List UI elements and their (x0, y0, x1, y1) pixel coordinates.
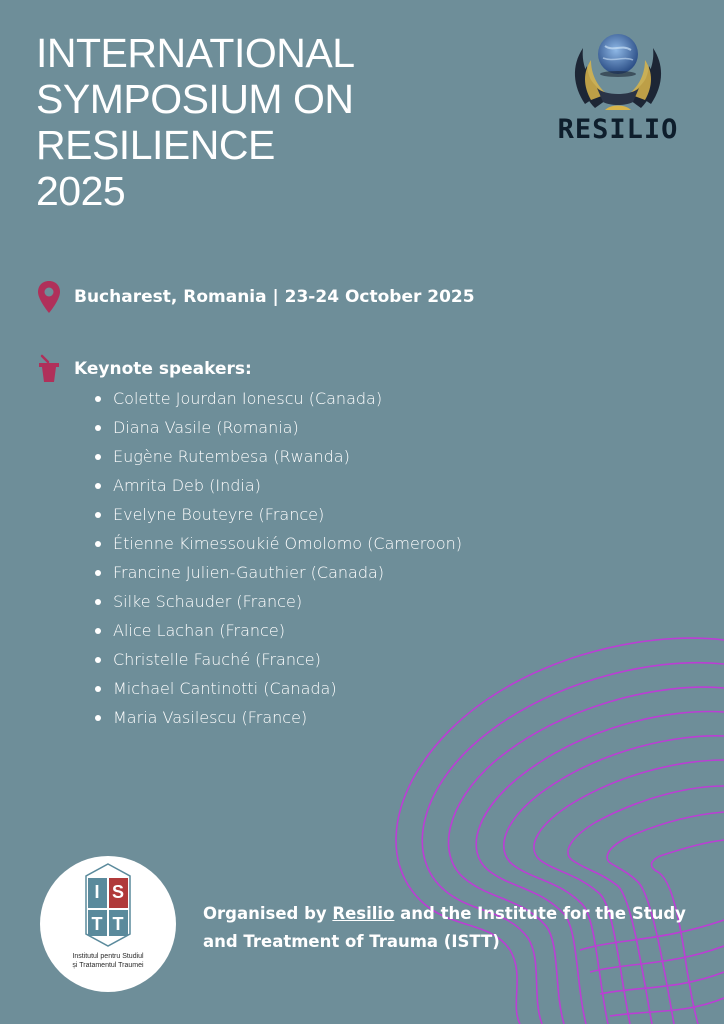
keynote-heading: Keynote speakers: (74, 359, 252, 379)
title-line-2: SYMPOSIUM ON (36, 76, 354, 122)
list-item: Maria Vasilescu (France) (95, 703, 462, 732)
list-item: Eugène Rutembesa (Rwanda) (95, 442, 462, 471)
list-item: Alice Lachan (France) (95, 616, 462, 645)
istt-letter-t2: T (112, 914, 124, 934)
organiser-text (203, 900, 703, 956)
istt-caption-line-1: Institutul pentru Studiul (72, 953, 144, 960)
resilio-emblem-icon (525, 26, 711, 116)
title-line-3: RESILIENCE (36, 122, 275, 168)
location-text: Bucharest, Romania | 23-24 October 2025 (74, 287, 475, 307)
organiser-suffix: and the Institute for the Study and Treatment of Trauma (ISTT) (203, 904, 686, 951)
title-line-4: 2025 (36, 168, 126, 214)
title-line-1: INTERNATIONAL (36, 30, 355, 76)
list-item: Étienne Kimessoukié Omolomo (Cameroon) (95, 529, 462, 558)
list-item: Michael Cantinotti (Canada) (95, 674, 462, 703)
brain-lines-decoration (360, 620, 724, 1024)
map-pin-icon (36, 280, 62, 314)
list-item: Evelyne Bouteyre (France) (95, 500, 462, 529)
list-item: Colette Jourdan Ionescu (Canada) (95, 384, 462, 413)
event-location (36, 280, 475, 314)
istt-logo (40, 856, 176, 992)
istt-letter-t1: T (91, 914, 103, 934)
resilio-wordmark: RESILIO (557, 114, 679, 145)
resilio-link[interactable]: Resilio (332, 904, 395, 923)
istt-letter-i: I (94, 882, 100, 902)
list-item: Christelle Fauché (France) (95, 645, 462, 674)
list-item: Silke Schauder (France) (95, 587, 462, 616)
istt-caption (40, 952, 176, 970)
list-item: Francine Julien-Gauthier (Canada) (95, 558, 462, 587)
podium-icon (36, 352, 62, 386)
organiser-prefix: Organised by (203, 904, 333, 923)
istt-letter-s: S (111, 882, 124, 902)
page-title (36, 30, 355, 214)
list-item: Amrita Deb (India) (95, 471, 462, 500)
list-item: Diana Vasile (Romania) (95, 413, 462, 442)
istt-caption-line-2: și Tratamentul Traumei (72, 962, 144, 969)
keynote-heading-row (36, 352, 252, 386)
resilio-logo (525, 26, 711, 146)
istt-emblem-icon (40, 856, 176, 956)
